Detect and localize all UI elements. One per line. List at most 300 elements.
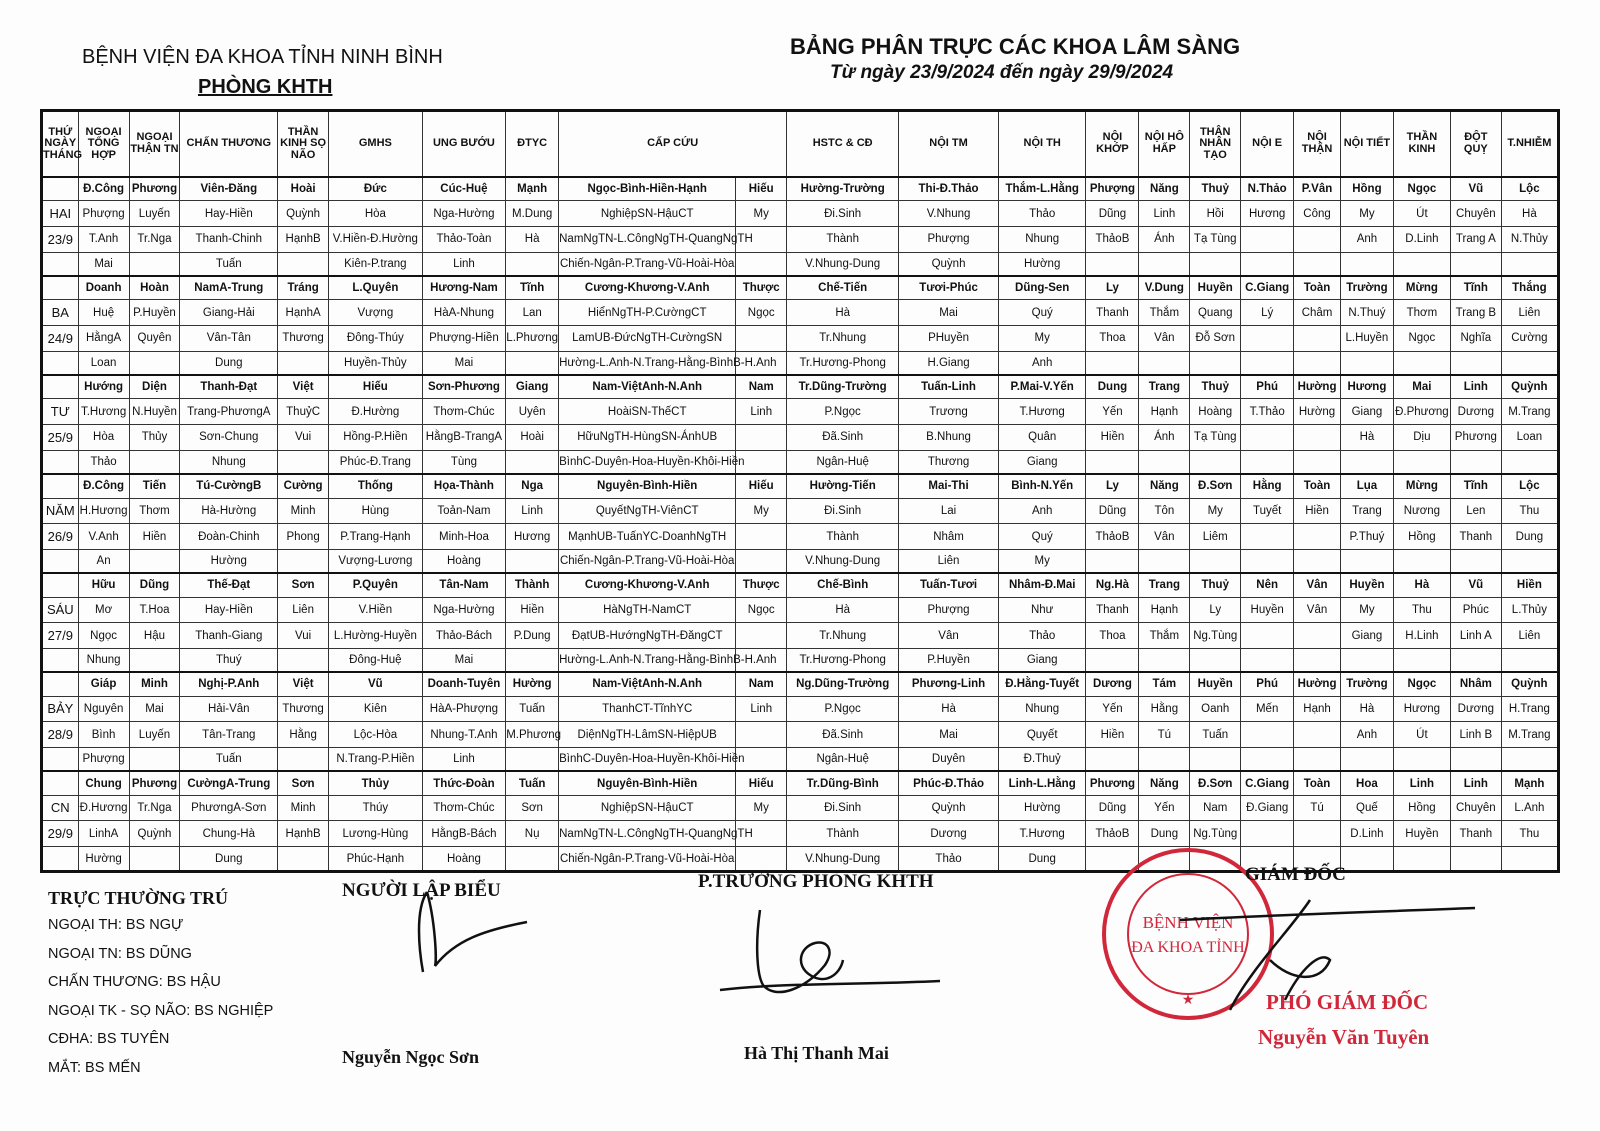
- table-cell: [1340, 847, 1393, 872]
- table-row: [42, 399, 1559, 425]
- table-row: [42, 300, 1559, 326]
- table-cell: [1294, 549, 1341, 573]
- table-cell: [1501, 252, 1558, 276]
- day-label: HAI: [42, 201, 79, 227]
- table-cell: Ánh: [1139, 425, 1190, 451]
- table-cell: Mừng: [1393, 276, 1450, 300]
- table-cell: V.Hiền-Đ.Hường: [329, 227, 423, 253]
- table-cell: Phương-Linh: [899, 672, 999, 696]
- date-range: Từ ngày 23/9/2024 đến ngày 29/9/2024: [830, 62, 1174, 83]
- table-cell: Chiến-Ngân-P.Trang-Vũ-Hoài-Hòa: [559, 549, 736, 573]
- table-cell: Thanh-Đạt: [180, 375, 278, 399]
- table-cell: P.Huyền: [129, 300, 180, 326]
- table-cell: Giang: [998, 649, 1086, 673]
- table-cell: V.Hiền: [329, 597, 423, 623]
- table-cell: [1294, 326, 1341, 352]
- table-cell: Hà: [1340, 696, 1393, 722]
- table-cell: H.Trang: [1501, 696, 1558, 722]
- table-cell: Thơm-Chúc: [422, 399, 505, 425]
- table-cell: Hồng: [1340, 177, 1393, 201]
- table-cell: Quỳnh: [129, 821, 180, 847]
- table-cell: Quý: [998, 300, 1086, 326]
- table-row: [42, 227, 1559, 253]
- table-cell: T.Hoa: [129, 597, 180, 623]
- table-cell: [129, 748, 180, 772]
- table-cell: Tr.Nga: [129, 795, 180, 821]
- table-cell: Châm: [1294, 300, 1341, 326]
- table-cell: Mạnh: [1501, 771, 1558, 795]
- table-cell: [506, 748, 559, 772]
- table-cell: Thuỷ: [1190, 375, 1241, 399]
- column-header: NỘI TH: [998, 111, 1086, 178]
- day-date: 29/9: [42, 821, 79, 847]
- table-cell: Dương: [899, 821, 999, 847]
- table-cell: [1450, 351, 1501, 375]
- svg-text:★: ★: [1181, 991, 1195, 1007]
- table-cell: M.Dung: [506, 201, 559, 227]
- table-cell: NamNgTN-L.CôngNgTH-QuangNgTH: [559, 227, 736, 253]
- table-cell: Ng.Tùng: [1190, 821, 1241, 847]
- table-cell: Hường-L.Anh-N.Trang-Hằng-BìnhB-H.Anh: [559, 649, 736, 673]
- table-cell: Quang: [1190, 300, 1241, 326]
- table-cell: Thơm: [1393, 300, 1450, 326]
- table-cell: Dung: [180, 351, 278, 375]
- table-cell: [1241, 252, 1294, 276]
- table-cell: Đ.Giang: [1241, 795, 1294, 821]
- stamp-text-1: BỆNH VIỆN: [1142, 913, 1234, 932]
- table-cell: Hương: [1340, 375, 1393, 399]
- table-cell: Thanh-Giang: [180, 623, 278, 649]
- table-cell: Thảo: [78, 450, 129, 474]
- table-cell: Nam: [736, 375, 787, 399]
- day-cell: [42, 450, 79, 474]
- table-cell: N.Thủy: [1501, 227, 1558, 253]
- table-cell: Toản-Nam: [422, 498, 505, 524]
- table-cell: V.Nhung-Dung: [787, 549, 899, 573]
- table-cell: [1241, 227, 1294, 253]
- table-cell: Việt: [278, 375, 329, 399]
- table-cell: Hường: [506, 672, 559, 696]
- column-header: NỘI TM: [899, 111, 999, 178]
- table-cell: Huệ: [78, 300, 129, 326]
- table-cell: Chuyên: [1450, 201, 1501, 227]
- table-cell: Thế-Đạt: [180, 573, 278, 597]
- table-cell: Trường: [1340, 276, 1393, 300]
- table-cell: Thắm: [1139, 623, 1190, 649]
- table-cell: [736, 847, 787, 872]
- table-cell: Hồng: [1393, 795, 1450, 821]
- day-cell: [42, 771, 79, 795]
- table-cell: Phượng: [899, 227, 999, 253]
- table-cell: Viên-Đăng: [180, 177, 278, 201]
- table-cell: NghiệpSN-HậuCT: [559, 201, 736, 227]
- table-cell: Hay-Hiền: [180, 201, 278, 227]
- table-cell: Thi-Đ.Thảo: [899, 177, 999, 201]
- table-cell: Hiền: [1294, 498, 1341, 524]
- table-row: [42, 795, 1559, 821]
- table-cell: Hoàng: [422, 549, 505, 573]
- vice-head-block: [698, 871, 934, 893]
- table-cell: Thuý: [180, 649, 278, 673]
- table-cell: [1501, 450, 1558, 474]
- table-cell: Minh-Hoa: [422, 524, 505, 550]
- table-cell: Hà: [1340, 425, 1393, 451]
- table-cell: PhươngA-Sơn: [180, 795, 278, 821]
- table-cell: [1139, 450, 1190, 474]
- table-cell: [1450, 847, 1501, 872]
- table-cell: [1086, 748, 1139, 772]
- table-cell: Cúc-Huệ: [422, 177, 505, 201]
- column-header: THẦN KINH SỌ NÃO: [278, 111, 329, 178]
- table-cell: Tr.Nhung: [787, 326, 899, 352]
- table-cell: Thảo-Bách: [422, 623, 505, 649]
- table-cell: Phú: [1241, 375, 1294, 399]
- table-cell: HằngB-Bách: [422, 821, 505, 847]
- table-cell: [736, 326, 787, 352]
- table-cell: Hiếu: [736, 771, 787, 795]
- table-row: [42, 524, 1559, 550]
- table-cell: [1241, 722, 1294, 748]
- table-cell: Cương-Khương-V.Anh: [559, 573, 736, 597]
- table-cell: Anh: [1340, 722, 1393, 748]
- table-cell: [1190, 549, 1241, 573]
- table-cell: L.Hường-Huyền: [329, 623, 423, 649]
- table-cell: Tân-Nam: [422, 573, 505, 597]
- table-cell: Vân: [899, 623, 999, 649]
- table-cell: Lan: [506, 300, 559, 326]
- table-cell: ThuỷC: [278, 399, 329, 425]
- table-cell: [278, 748, 329, 772]
- table-cell: [1501, 748, 1558, 772]
- table-cell: Hương-Nam: [422, 276, 505, 300]
- table-cell: Nga: [506, 474, 559, 498]
- day-cell: [42, 177, 79, 201]
- table-cell: [1241, 649, 1294, 673]
- table-cell: [1190, 450, 1241, 474]
- column-header: ĐỘT QUỴ: [1450, 111, 1501, 178]
- table-cell: Ngọc: [1393, 177, 1450, 201]
- table-cell: [278, 649, 329, 673]
- table-cell: Thảo: [899, 847, 999, 872]
- table-cell: Phương: [129, 177, 180, 201]
- table-cell: Nga-Hường: [422, 597, 505, 623]
- table-cell: [1086, 549, 1139, 573]
- table-cell: Uyên: [506, 399, 559, 425]
- table-cell: Luyến: [129, 201, 180, 227]
- table-cell: Giang-Hải: [180, 300, 278, 326]
- column-header: GMHS: [329, 111, 423, 178]
- table-cell: Ngọc: [78, 623, 129, 649]
- table-cell: Nhung: [180, 450, 278, 474]
- table-cell: Vượng: [329, 300, 423, 326]
- table-cell: Phúc-Đ.Thảo: [899, 771, 999, 795]
- table-row: [42, 696, 1559, 722]
- table-cell: [1294, 821, 1341, 847]
- table-cell: Hà: [506, 227, 559, 253]
- table-cell: Nam: [736, 672, 787, 696]
- table-cell: Quỳnh: [899, 252, 999, 276]
- table-cell: HằngB-TrangA: [422, 425, 505, 451]
- table-cell: Trang: [1340, 498, 1393, 524]
- table-cell: H.Giang: [899, 351, 999, 375]
- table-cell: [1340, 649, 1393, 673]
- table-cell: Nghĩa: [1450, 326, 1501, 352]
- table-cell: [1340, 549, 1393, 573]
- table-cell: LinhA: [78, 821, 129, 847]
- table-cell: Mai: [129, 696, 180, 722]
- table-cell: Oanh: [1190, 696, 1241, 722]
- table-cell: Thắng: [1501, 276, 1558, 300]
- table-row: [42, 498, 1559, 524]
- table-cell: My: [736, 795, 787, 821]
- table-cell: Thanh: [1450, 524, 1501, 550]
- table-cell: Đi.Sinh: [787, 201, 899, 227]
- table-cell: An: [78, 549, 129, 573]
- table-cell: Linh: [422, 748, 505, 772]
- table-cell: Huyền-Thủy: [329, 351, 423, 375]
- table-cell: [1294, 252, 1341, 276]
- table-cell: V.Nhung: [899, 201, 999, 227]
- table-cell: Yến: [1086, 399, 1139, 425]
- table-cell: Vân: [1139, 524, 1190, 550]
- table-cell: Yến: [1139, 795, 1190, 821]
- table-cell: Hường-L.Anh-N.Trang-Hằng-BìnhB-H.Anh: [559, 351, 736, 375]
- table-cell: Doanh: [78, 276, 129, 300]
- preparer-title: NGƯỜI LẬP BIỂU: [342, 880, 501, 901]
- table-cell: Yến: [1086, 696, 1139, 722]
- table-cell: [1139, 748, 1190, 772]
- table-cell: Mai: [899, 722, 999, 748]
- table-cell: Tuấn: [506, 696, 559, 722]
- table-cell: Hiếu: [329, 375, 423, 399]
- table-cell: Nhung: [998, 696, 1086, 722]
- table-cell: Hường: [78, 847, 129, 872]
- table-cell: L.Phương: [506, 326, 559, 352]
- table-cell: Toàn: [1294, 771, 1341, 795]
- table-cell: [1393, 549, 1450, 573]
- table-cell: Vui: [278, 623, 329, 649]
- table-cell: Hà: [1501, 201, 1558, 227]
- table-cell: [1086, 351, 1139, 375]
- table-cell: Phong: [278, 524, 329, 550]
- table-cell: Phúc-Đ.Trang: [329, 450, 423, 474]
- table-cell: NamNgTN-L.CôngNgTH-QuangNgTH: [559, 821, 736, 847]
- table-cell: NamA-Trung: [180, 276, 278, 300]
- table-cell: Hoàng: [422, 847, 505, 872]
- table-cell: [1393, 252, 1450, 276]
- table-cell: [506, 649, 559, 673]
- table-cell: Lai: [899, 498, 999, 524]
- day-date: 28/9: [42, 722, 79, 748]
- table-cell: Hậu: [129, 623, 180, 649]
- table-cell: Giáp: [78, 672, 129, 696]
- table-cell: [1501, 549, 1558, 573]
- table-cell: Cường: [1501, 326, 1558, 352]
- table-cell: [1294, 649, 1341, 673]
- table-cell: Tạ Tùng: [1190, 227, 1241, 253]
- table-cell: Sơn: [506, 795, 559, 821]
- table-cell: Lý: [1241, 300, 1294, 326]
- table-cell: Vượng-Lương: [329, 549, 423, 573]
- table-cell: Hiền: [1501, 573, 1558, 597]
- table-cell: Bình: [78, 722, 129, 748]
- table-cell: N.Huyền: [129, 399, 180, 425]
- table-cell: Linh: [1450, 375, 1501, 399]
- day-label: CN: [42, 795, 79, 821]
- table-cell: Hằng: [1139, 696, 1190, 722]
- column-header: THỨ NGÀY THÁNG: [42, 111, 79, 178]
- table-cell: Chuyên: [1450, 795, 1501, 821]
- preparer-signature: [405, 880, 535, 980]
- table-cell: Ng.Tùng: [1190, 623, 1241, 649]
- table-cell: [506, 847, 559, 872]
- table-cell: Sơn-Phương: [422, 375, 505, 399]
- table-cell: [1501, 847, 1558, 872]
- table-cell: Việt: [278, 672, 329, 696]
- table-cell: Nguyên: [78, 696, 129, 722]
- table-cell: [736, 549, 787, 573]
- table-cell: [1241, 821, 1294, 847]
- table-cell: Hà: [899, 696, 999, 722]
- table-cell: HàNgTH-NamCT: [559, 597, 736, 623]
- table-cell: Quỳnh: [899, 795, 999, 821]
- table-row: [42, 597, 1559, 623]
- table-cell: Họa-Thành: [422, 474, 505, 498]
- table-cell: Tuấn: [180, 252, 278, 276]
- table-cell: Trang-PhươngA: [180, 399, 278, 425]
- table-row: [42, 252, 1559, 276]
- table-cell: [736, 524, 787, 550]
- table-cell: Luyến: [129, 722, 180, 748]
- table-cell: Bình-N.Yến: [998, 474, 1086, 498]
- table-cell: Hoa: [1340, 771, 1393, 795]
- table-cell: [1340, 351, 1393, 375]
- table-cell: Giang: [998, 450, 1086, 474]
- table-cell: Đông-Huệ: [329, 649, 423, 673]
- table-cell: Dung: [1139, 821, 1190, 847]
- table-cell: Linh B: [1450, 722, 1501, 748]
- vice-head-name: Hà Thị Thanh Mai: [744, 1043, 889, 1063]
- table-cell: Huyền: [1190, 672, 1241, 696]
- table-cell: Hồi: [1190, 201, 1241, 227]
- table-cell: Hường: [998, 252, 1086, 276]
- table-cell: Nụ: [506, 821, 559, 847]
- table-cell: Thanh: [1450, 821, 1501, 847]
- day-label: TƯ: [42, 399, 79, 425]
- day-date: 23/9: [42, 227, 79, 253]
- table-cell: Thuỷ: [1190, 573, 1241, 597]
- table-cell: Quỳnh: [1501, 375, 1558, 399]
- table-cell: Hoài: [506, 425, 559, 451]
- table-cell: Thanh: [1086, 300, 1139, 326]
- table-cell: Chung: [78, 771, 129, 795]
- table-cell: [1190, 748, 1241, 772]
- table-cell: [278, 351, 329, 375]
- table-cell: Hằng: [278, 722, 329, 748]
- table-cell: Ngân-Huệ: [787, 748, 899, 772]
- table-cell: [1294, 425, 1341, 451]
- table-cell: HàA-Nhung: [422, 300, 505, 326]
- table-cell: Mai: [899, 300, 999, 326]
- table-cell: P.Mai-V.Yến: [998, 375, 1086, 399]
- table-cell: Linh: [736, 696, 787, 722]
- table-cell: Thu: [1393, 597, 1450, 623]
- table-cell: Thành: [506, 573, 559, 597]
- table-cell: Thảo-Toàn: [422, 227, 505, 253]
- table-cell: [1241, 450, 1294, 474]
- table-cell: Thu: [1501, 498, 1558, 524]
- table-cell: Hiền: [1086, 425, 1139, 451]
- table-cell: LamUB-ĐứcNgTH-CườngSN: [559, 326, 736, 352]
- table-cell: Hường-Tiến: [787, 474, 899, 498]
- table-cell: Thủy: [329, 771, 423, 795]
- table-cell: Hồng: [1393, 524, 1450, 550]
- table-cell: Trang: [1139, 375, 1190, 399]
- table-cell: Phượng: [899, 597, 999, 623]
- table-cell: [1241, 549, 1294, 573]
- table-cell: Sơn: [278, 573, 329, 597]
- column-header: HSTC & CĐ: [787, 111, 899, 178]
- column-header: THẬN NHÂN TẠO: [1190, 111, 1241, 178]
- table-cell: [1393, 351, 1450, 375]
- table-cell: [1294, 227, 1341, 253]
- table-cell: HiểnNgTH-P.CườngCT: [559, 300, 736, 326]
- table-row: [42, 549, 1559, 573]
- table-cell: My: [736, 498, 787, 524]
- table-cell: Tuyết: [1241, 498, 1294, 524]
- table-cell: Phượng: [1086, 177, 1139, 201]
- table-cell: [1086, 649, 1139, 673]
- table-cell: Tươi-Phúc: [899, 276, 999, 300]
- day-date: 25/9: [42, 425, 79, 451]
- table-cell: Dương: [1086, 672, 1139, 696]
- table-body: [42, 177, 1559, 872]
- table-cell: [129, 649, 180, 673]
- table-cell: P.Ngọc: [787, 696, 899, 722]
- table-cell: Hạnh: [1294, 696, 1341, 722]
- table-cell: Tám: [1139, 672, 1190, 696]
- table-cell: Linh-L.Hằng: [998, 771, 1086, 795]
- table-cell: H.Linh: [1393, 623, 1450, 649]
- table-cell: Lương-Hùng: [329, 821, 423, 847]
- day-label: SÁU: [42, 597, 79, 623]
- table-cell: [1086, 450, 1139, 474]
- table-cell: Thương: [278, 696, 329, 722]
- table-cell: T.Hương: [78, 399, 129, 425]
- table-cell: Ngọc: [736, 597, 787, 623]
- table-cell: Cương-Khương-V.Anh: [559, 276, 736, 300]
- table-cell: Vân: [1139, 326, 1190, 352]
- table-cell: Hường: [180, 549, 278, 573]
- table-cell: [1086, 252, 1139, 276]
- table-cell: Nam-ViệtAnh-N.Anh: [559, 375, 736, 399]
- table-cell: [1294, 748, 1341, 772]
- table-cell: Lộc-Hòa: [329, 722, 423, 748]
- table-cell: Phượng: [78, 748, 129, 772]
- day-cell: [42, 847, 79, 872]
- table-cell: Ng.Dũng-Trường: [787, 672, 899, 696]
- table-cell: Thuỷ: [1190, 177, 1241, 201]
- table-cell: Thương: [278, 326, 329, 352]
- table-cell: Mai: [78, 252, 129, 276]
- table-cell: Quý: [998, 524, 1086, 550]
- table-cell: [1393, 748, 1450, 772]
- table-cell: Nhâm: [1450, 672, 1501, 696]
- resident-duty-line: NGOẠI TK - SỌ NÃO: BS NGHIỆP: [48, 1002, 274, 1019]
- table-cell: Tùng: [422, 450, 505, 474]
- table-cell: Nhung-T.Anh: [422, 722, 505, 748]
- table-row: [42, 748, 1559, 772]
